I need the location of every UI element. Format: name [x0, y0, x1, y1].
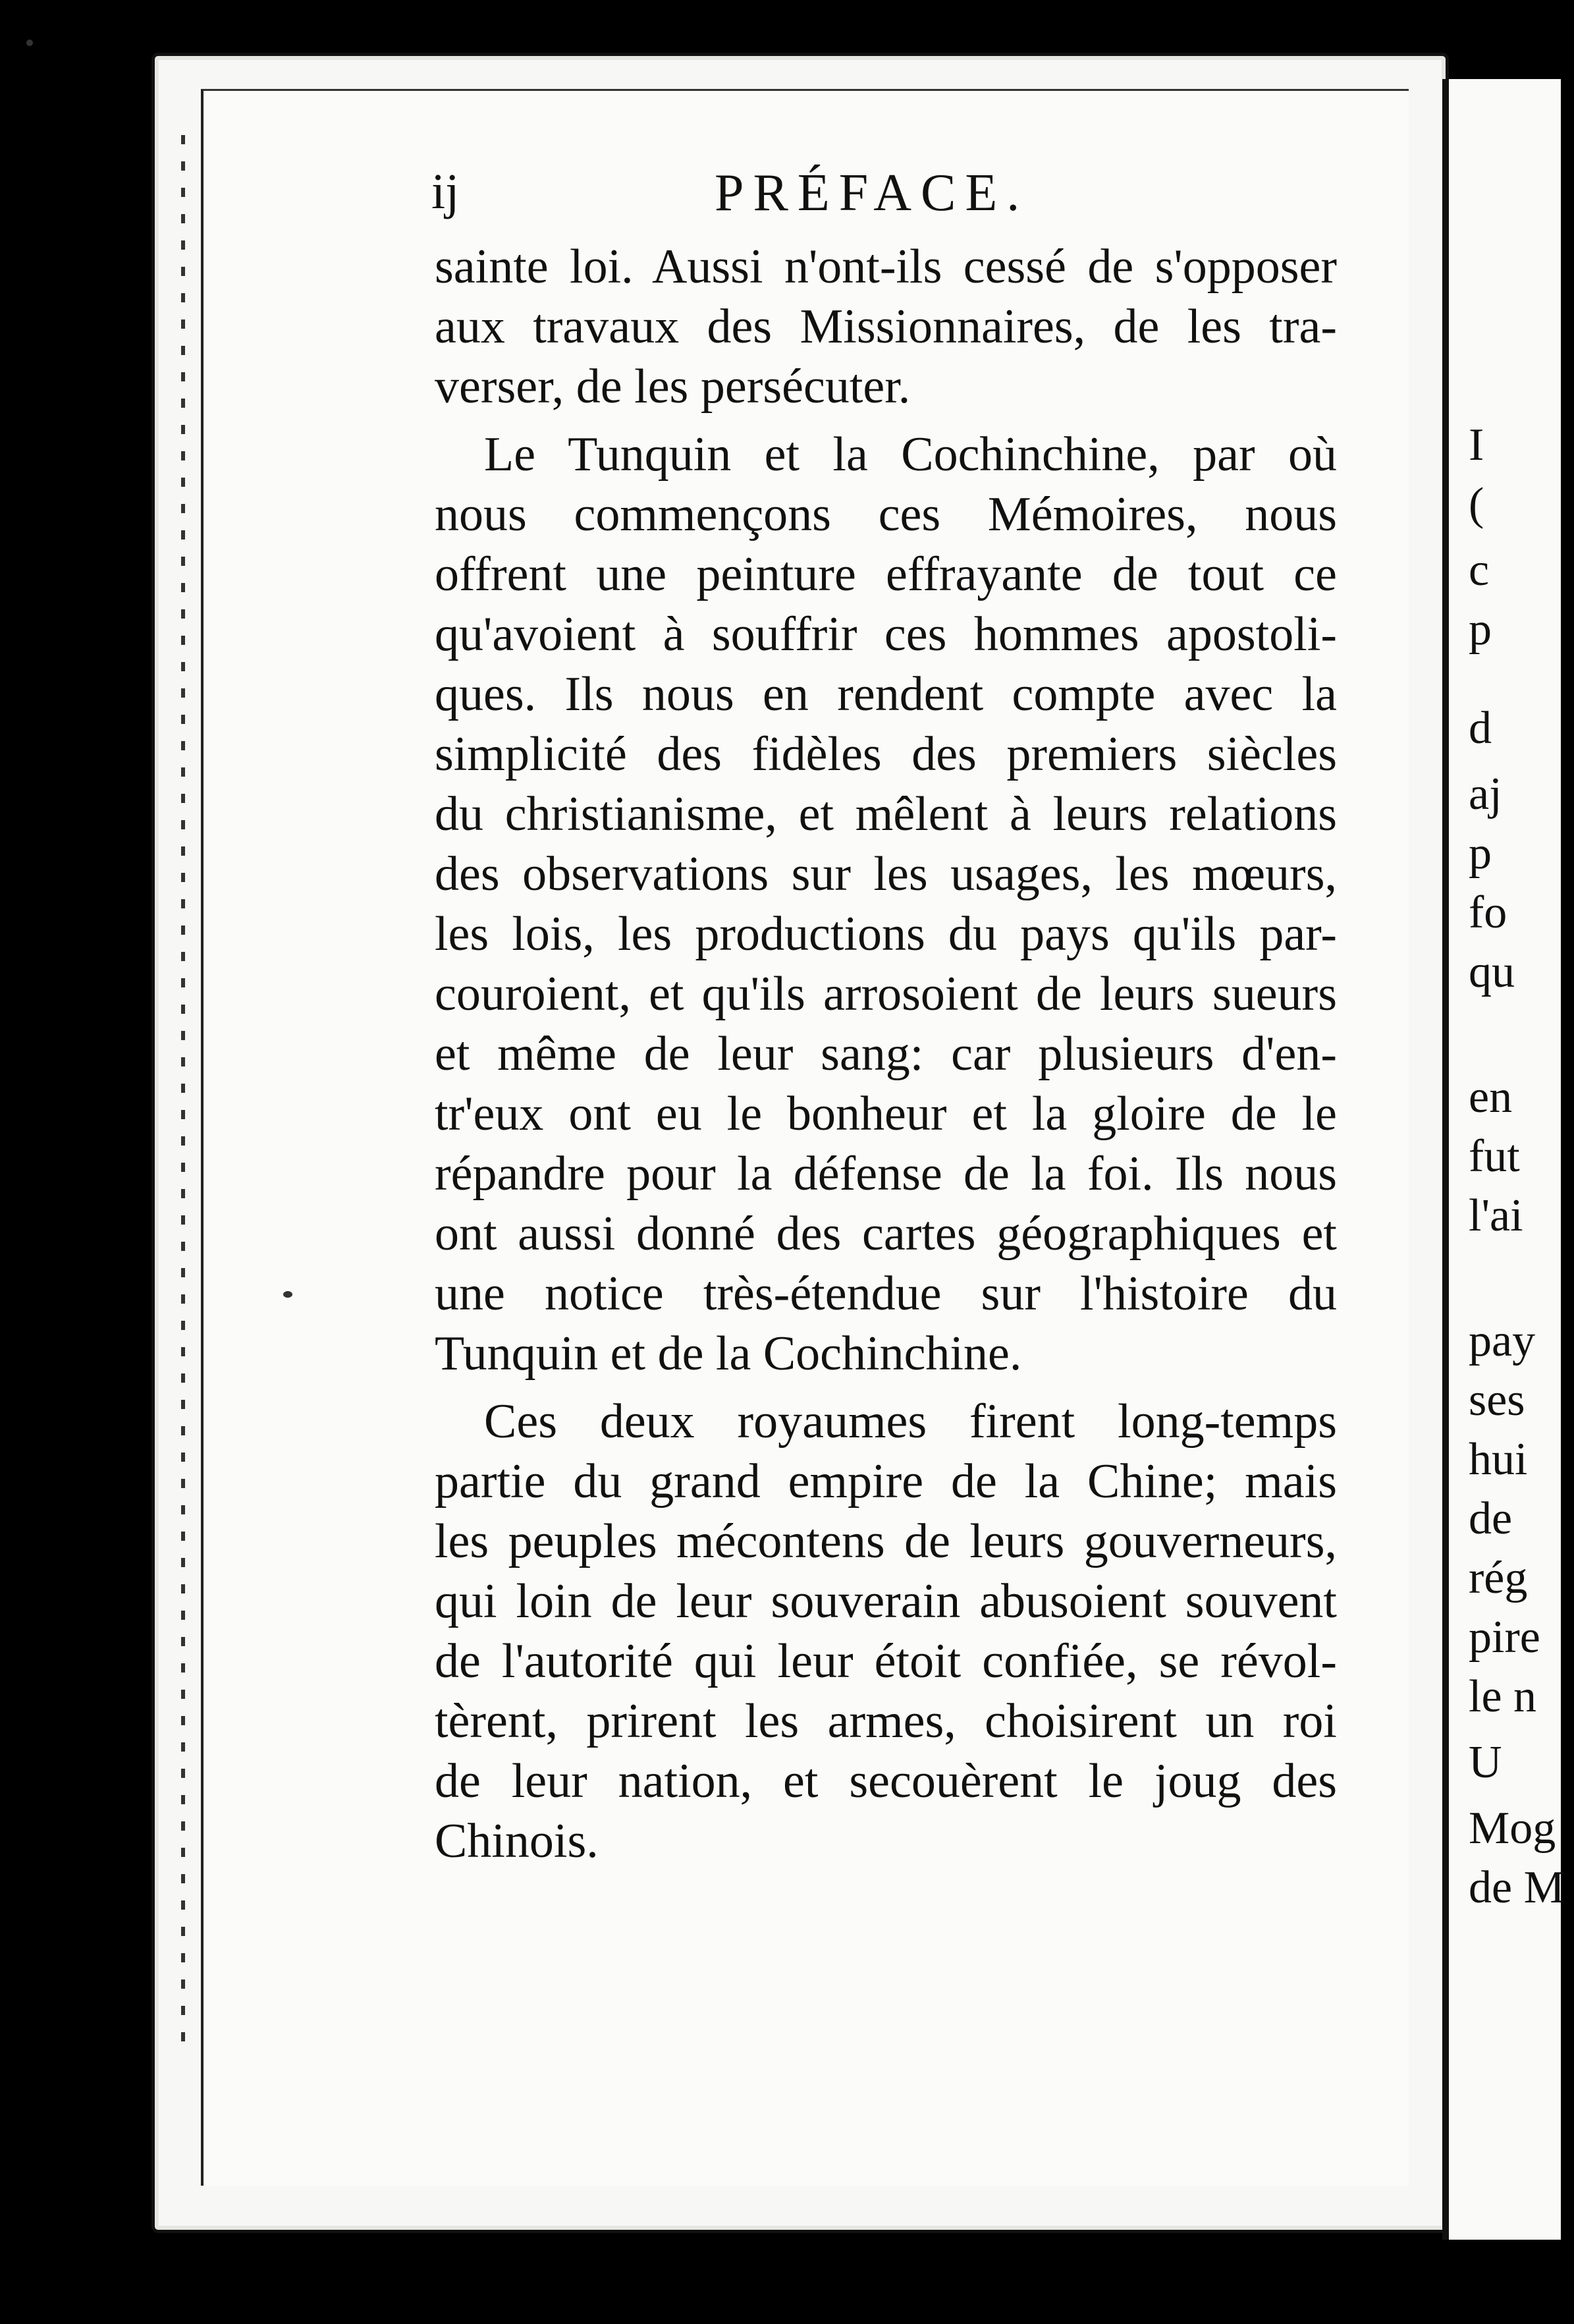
- fragment: p: [1469, 604, 1492, 655]
- fragment: pay: [1469, 1315, 1536, 1366]
- paragraph: [435, 1392, 1337, 1871]
- fragment: c: [1469, 545, 1490, 595]
- fragment: aj: [1469, 769, 1502, 819]
- fragment: fo: [1469, 887, 1507, 938]
- fragment: qu: [1469, 947, 1515, 997]
- fragment: ses: [1469, 1375, 1525, 1425]
- text-line: ques. Ils nous en rendent compte avec la: [435, 667, 1337, 721]
- text-line: nous commençons ces Mémoires, nous: [435, 487, 1337, 541]
- text-line: une notice très-étendue sur l'histoire du: [435, 1267, 1337, 1321]
- fragment: p: [1469, 828, 1492, 879]
- text-line: qu'avoient à souffrir ces hommes apostoli-: [435, 607, 1337, 661]
- text-line: aux travaux des Missionnaires, de les tra-: [435, 300, 1337, 354]
- text-line: verser, de les persécuter.: [435, 360, 911, 414]
- text-line: sainte loi. Aussi n'ont-ils cessé de s'opposer: [435, 240, 1337, 294]
- text-line: les peuples mécontens de leurs gouverneurs,: [435, 1514, 1337, 1568]
- text-line: les lois, les productions du pays qu'ils par-: [435, 907, 1337, 961]
- running-head: [431, 163, 1327, 229]
- fragment: de M: [1469, 1862, 1565, 1913]
- text-line: simplicité des fidèles des premiers siècles: [435, 727, 1337, 781]
- paragraph: [435, 425, 1337, 1384]
- text-line: Ces deux royaumes firent long-temps: [484, 1395, 1337, 1449]
- text-line: de leur nation, et secouèrent le joug des: [435, 1754, 1337, 1808]
- text-line: Chinois.: [435, 1814, 599, 1868]
- text-line: partie du grand empire de la Chine; mais: [435, 1454, 1337, 1508]
- paragraph: [435, 237, 1337, 417]
- text-line: Le Tunquin et la Cochinchine, par où: [484, 428, 1337, 482]
- text-line: de l'autorité qui leur étoit confiée, se révol-: [435, 1634, 1337, 1688]
- scan-speck: [283, 1291, 292, 1298]
- fragment: en: [1469, 1072, 1513, 1122]
- adjacent-right-page: [1442, 79, 1565, 2240]
- text-line: des observations sur les usages, les mœurs,: [435, 847, 1337, 901]
- text-line: et même de leur sang: car plusieurs d'en-: [435, 1027, 1337, 1081]
- text-line: tr'eux ont eu le bonheur et la gloire de le: [435, 1087, 1337, 1141]
- text-line: répandre pour la défense de la foi. Ils nous: [435, 1147, 1337, 1201]
- text-line: qui loin de leur souverain abusoient souvent: [435, 1574, 1337, 1628]
- text-line: ont aussi donné des cartes géographiques et: [435, 1207, 1337, 1261]
- body-text: [435, 237, 1337, 1871]
- fragment: pire: [1469, 1612, 1540, 1663]
- page-title: PRÉFACE.: [715, 164, 1029, 222]
- text-line: tèrent, prirent les armes, choisirent un roi: [435, 1694, 1337, 1748]
- fragment: de: [1469, 1493, 1513, 1544]
- text-line: couroient, et qu'ils arrosoient de leurs sueurs: [435, 967, 1337, 1021]
- fragment: (: [1469, 479, 1484, 530]
- fragment: d: [1469, 703, 1492, 754]
- scan-speck: [26, 40, 33, 46]
- text-line: du christianisme, et mêlent à leurs relations: [435, 787, 1337, 841]
- text-line: Tunquin et de la Cochinchine.: [435, 1327, 1022, 1381]
- page-number: ij: [431, 164, 460, 219]
- fragment: I: [1469, 420, 1484, 470]
- text-line: offrent une peinture effrayante de tout ce: [435, 547, 1337, 601]
- fragment: l'ai: [1469, 1190, 1523, 1241]
- fragment: rég: [1469, 1553, 1528, 1603]
- binding-stitch-marks: [181, 135, 185, 2045]
- fragment: le n: [1469, 1671, 1537, 1722]
- fragment: hui: [1469, 1434, 1528, 1485]
- fragment: fut: [1469, 1131, 1520, 1182]
- fragment: U: [1469, 1737, 1502, 1788]
- fragment: Mog: [1469, 1803, 1556, 1854]
